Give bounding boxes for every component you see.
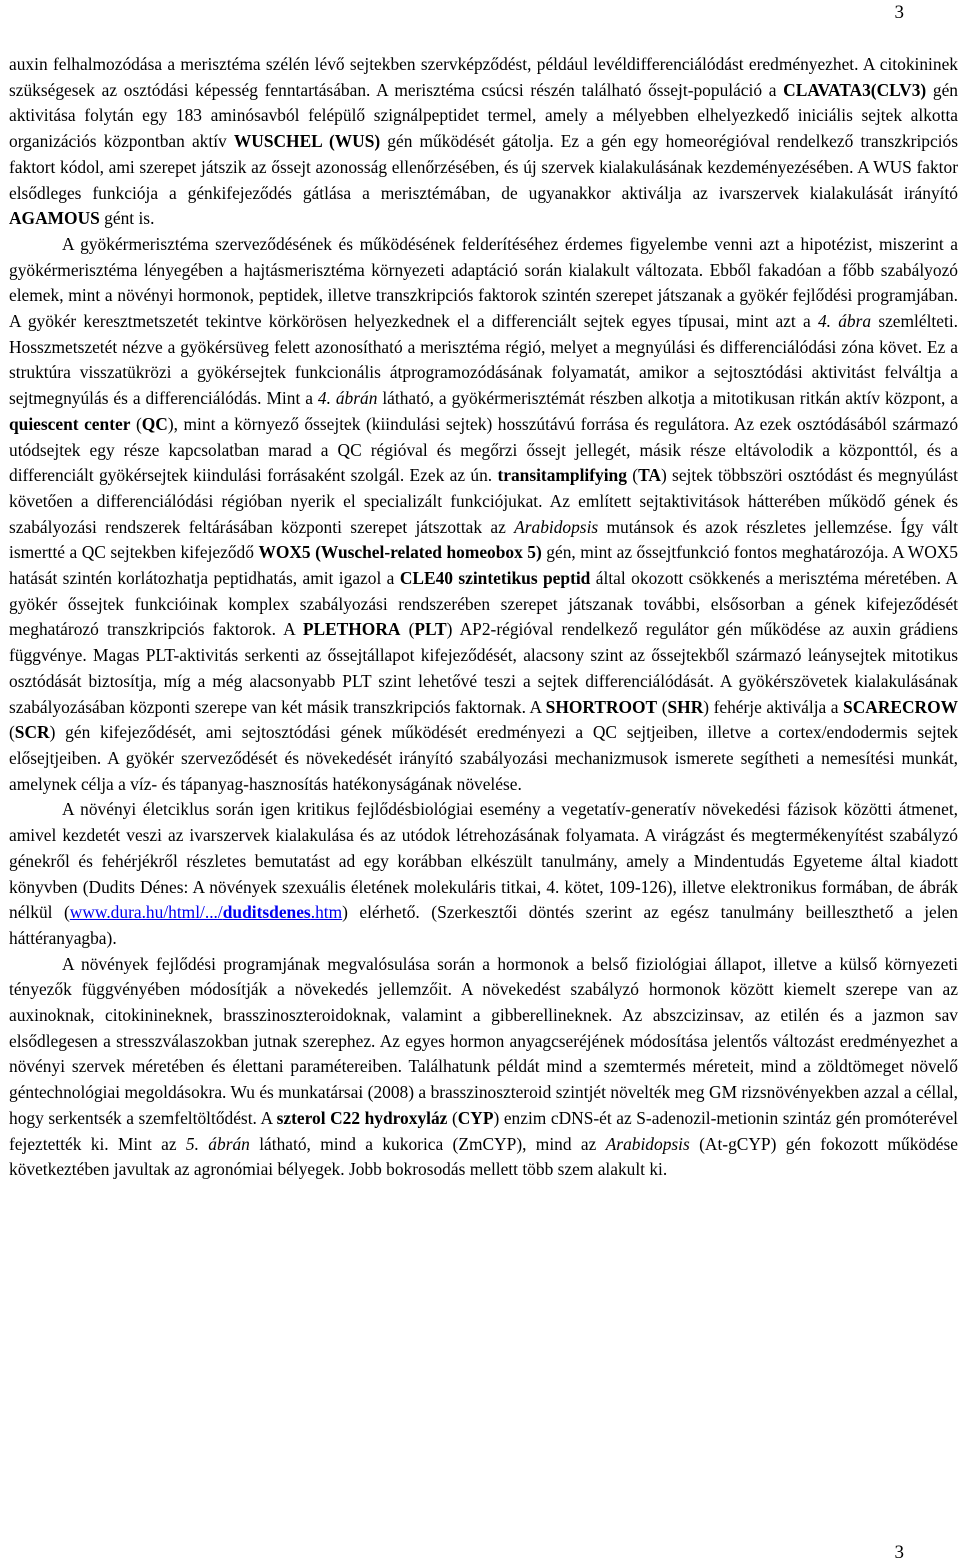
text-run: ) elérhető. (Szerkesztői döntés szerint az egész tanulmány beilleszthető a jelen háttéranyagba). — [9, 902, 958, 948]
text-run: ( — [9, 722, 15, 743]
bold-term: SHR — [667, 696, 704, 717]
body-text — [9, 52, 958, 1183]
text-run: látható, a gyökérmerisztémát részben alkotja a mitotikusan ritkán aktív központ, a — [377, 388, 958, 409]
url-link[interactable]: duditsdenes — [222, 902, 311, 923]
text-run: ) AP2-régióval rendelkező regulátor gén működése az auxin grádiens függvénye. Magas PLT-aktivitás serkenti az őssejtállapot kifejeződését, alacsony szint az őssejtekből származó leánysejtek mitotikus osztódását biztosítja, míg a még alacsonyabb PLT szint lehetővé teszi a sejtek differenciálódását. A gyökérszövetek kialakulásának szabályozásában központi szerepe van két másik transzkripciós faktornak. A — [9, 619, 959, 717]
bold-term: CLAVATA3(CLV3) — [783, 79, 927, 100]
bold-term: WUSCHEL (WUS) — [233, 131, 381, 152]
text-run: A növényi életciklus során igen kritikus fejlődésbiológiai esemény a vegetatív-generatív növekedési fázisok közötti átmenet, amivel kezdetét veszi az ivarszervek kialakulása és az utódok létrehozásának folyamata. A virágzást és megtermékenyítést szabályzó génekről és fehérjékről részletes bemutatást ad egy korábban elkészült tanulmány, amely a Mindentudás Egyeteme által kiadott könyvben (Dudits Dénes: A növények szexuális életének molekuláris titkai, 4. kötet, 109-126), illetve elektronikus formában, de ábrák nélkül ( — [9, 799, 958, 923]
text-run: látható, mind a kukorica (ZmCYP), mind az — [249, 1133, 606, 1154]
text-run: ( — [657, 696, 668, 717]
bold-term: quiescent center — [9, 413, 131, 434]
paragraph — [9, 797, 958, 951]
bold-term: TA — [638, 465, 661, 486]
text-run: gén működését gátolja. Ez a gén egy homeorégióval rendelkező transzkripciós faktort kódol, ami szerepet játszik az őssejt azonosság ellenőrzésében, és új szervek kialakulásának kezdeményezésében. A WUS faktor elsődleges funkciója a génkifejeződés gátlása a merisztémában, de ugyanakkor aktiválja az ivarszervek kialakulását irányító — [9, 131, 958, 203]
text-run: mutánsok és azok részletes jellemzése. Így vált ismertté a QC sejtekben kifejeződő — [9, 516, 958, 563]
text-run: ( — [626, 465, 639, 486]
bold-term: SCARECROW — [843, 696, 959, 717]
bold-term: PLT — [414, 619, 447, 640]
bold-term: QC — [141, 413, 168, 434]
text-run: ( — [130, 413, 142, 434]
italic-term: Arabidopsis — [605, 1133, 690, 1154]
text-run: gént is. — [99, 208, 155, 229]
text-run: gén aktivitása folytán egy 183 aminósavból felépülő szignálpeptidet termel, amely a mélyebben elhelyezkedő iniciális sejtek alkotta organizációs központban aktív — [9, 79, 958, 152]
text-run: (At-gCYP) gén fokozott működése következtében javultak az agronómiai bélyegek. Jobb bokrosodás mellett több szem alakult ki. — [9, 1133, 959, 1180]
text-run: ) enzim cDNS-ét az S-adenozil-metionin szintáz gén promóterével fejeztették ki. Mint az — [9, 1107, 958, 1154]
italic-term: 5. ábrán — [185, 1133, 250, 1154]
bold-term: PLETHORA — [302, 619, 401, 640]
text-run: ) fehérje aktiválja a — [703, 696, 844, 717]
page-number-bottom: 3 — [894, 1542, 904, 1563]
bold-term: SHORTROOT — [545, 696, 658, 717]
text-run: gén, mint az őssejtfunkció fontos meghatározója. A WOX5 hatását szintén korlátozhatja peptidhatás, amit igazol a — [9, 542, 959, 589]
bold-term: WOX5 (Wuschel-related homeobox 5) — [258, 542, 542, 563]
text-run: A gyökérmerisztéma szerveződésének és működésének felderítéséhez érdemes figyelembe venni azt a hipotézist, miszerint a gyökérmerisztéma lényegében a hajtásmerisztéma környezeti adaptáció során kialakult változata. Ebből fakadóan a főbb szabályozó elemek, mint a növényi hormonok, peptidek, illetve transzkripciós faktorok szintén szerepet játszanak a gyökér fejlődési programjában. A gyökér keresztmetszetét tekintve körkörösen helyezkednek el a differenciált sejtek egyes típusai, mint azt a — [9, 233, 958, 332]
page-number-top: 3 — [894, 2, 904, 23]
text-run: ( — [447, 1107, 458, 1128]
italic-term: 4. ábra — [817, 311, 872, 332]
italic-term: Arabidopsis — [514, 516, 599, 537]
bold-term: transitamplifying — [497, 465, 627, 486]
bold-term: AGAMOUS — [9, 208, 100, 229]
bold-term: CLE40 szintetikus peptid — [399, 568, 591, 589]
bold-term: SCR — [14, 722, 50, 743]
text-run: ), mint a környező őssejtek (kiindulási sejtek) hosszútávú forrása és regulátora. Az ezek osztódásából származó utódsejtek egy része kapcsolatban marad a QC régióval és megőrzi őssejt jellegét, másik része eltávolodik a központtól, és a differenciált gyökérsejtek kiindulási forrásaként szolgál. Ezek az ún. — [9, 413, 959, 486]
url-link[interactable]: www.dura.hu/html/.../ — [69, 902, 223, 923]
text-run: ( — [400, 619, 415, 640]
text-run: auxin felhalmozódása a merisztéma szélén lévő sejtekben szervképződést, például levéldifferenciálódást eredményezhet. A citokininek szükségesek az osztódási képesség fenntartásában. A merisztéma csúcsi részén található őssejt-populáció a — [9, 54, 958, 100]
url-link[interactable]: .htm — [310, 902, 343, 923]
text-run: által okozott csökkenés a merisztéma méretében. A gyökér őssejtek funkcióinak komplex szabályozási rendszerében szerepet játszanak további, elsősorban a gének kifejeződését meghatározó transzkripciós faktorok. A — [9, 568, 958, 640]
bold-term: szterol C22 hydroxyláz — [276, 1107, 448, 1128]
text-run: ) gén kifejeződését, ami sejtosztódási gének működését eredményezi a QC sejtjeiben, illetve a cortex/endodermis sejtek elősejtjeiben. A gyökér szerveződését és növekedését irányító szabályozási mechanizmusok ismerete segítheti a nemesítési munkát, amelynek célja a víz- és tápanyag-hasznosítás hatékonyságának növelése. — [9, 722, 958, 794]
paragraph — [9, 232, 958, 797]
text-run: szemlélteti. Hosszmetszetét nézve a gyökérsüveg felett azonosítható a merisztéma régió, melyet a megnyúlási és differenciálódási zóna követ. Ez a struktúra visszatükrözi a gyökérsejtek funkcionális átprogramozódásának folyamatát, amikor a sejtosztódási aktivitást felváltja a sejtmegnyúlás és a differenciálódás. Mint a — [9, 311, 958, 409]
text-run: ) sejtek többszöri osztódást és megnyúlást követően a differenciálódási régióban nyerik el specializált funkciójukat. Az említett sejtaktivitások hátterében működő gének és szabályozási rendszerek feltárásában központi szerepet játszottak az — [9, 465, 959, 537]
italic-term: 4. ábrán — [317, 388, 378, 409]
bold-term: CYP — [457, 1107, 494, 1128]
text-run: A növények fejlődési programjának megvalósulása során a hormonok a belső fiziológiai állapot, illetve a külső környezeti tényezők függvényében módosítják a növekedés jellemzőit. A növekedést szabályzó hormonok között kiemelt szerepe van az auxinoknak, citokinineknek, brasszinoszteroidoknak, valamint a gibberellineknek. Az abszcizinsav, az etilén és a jazmon sav elsődlegesen a stresszválaszokban jutnak szerephez. Az egyes hormon anyagcseréjének módosítása jelentős változást eredményezhet a növényi szervek méretében és élettani paramétereiben. Találhatunk példát mind a szemtermés méreteit, mind a zöldtömeget növelő géntechnológiai megoldásokra. Wu és munkatársai (2008) a brasszinoszteroid szintjét növelték meg GM rizsnövényekben azzal a céllal, hogy serkentsék a szemfeltöltődést. A — [9, 953, 958, 1128]
paragraph — [9, 952, 958, 1183]
paragraph — [9, 52, 958, 232]
